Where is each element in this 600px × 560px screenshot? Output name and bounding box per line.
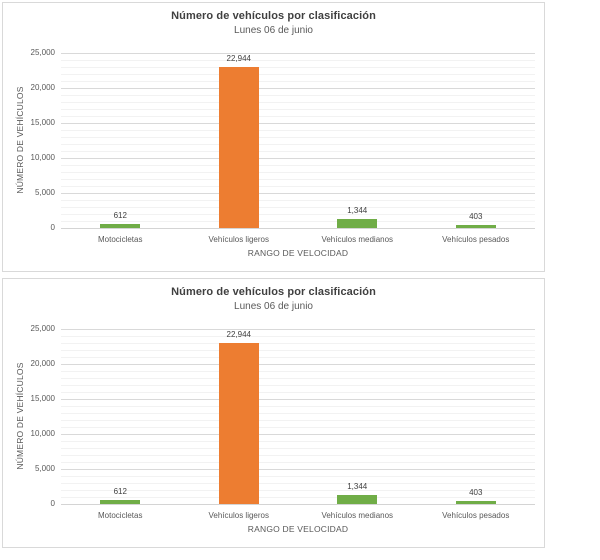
minor-gridline	[61, 60, 535, 61]
y-tick-label: 0	[50, 223, 55, 232]
minor-gridline	[61, 172, 535, 173]
minor-gridline	[61, 441, 535, 442]
minor-gridline	[61, 109, 535, 110]
minor-gridline	[61, 67, 535, 68]
vehicle-classification-chart-bottom	[2, 278, 545, 548]
major-gridline	[61, 364, 535, 365]
bar-veh-culos-medianos	[337, 495, 377, 504]
y-axis-title: NÚMERO DE VEHÍCULOS	[15, 362, 25, 470]
minor-gridline	[61, 427, 535, 428]
minor-gridline	[61, 420, 535, 421]
minor-gridline	[61, 385, 535, 386]
chart-title: Número de vehículos por clasificación	[171, 286, 376, 298]
x-axis-title: RANGO DE VELOCIDAD	[247, 524, 349, 534]
value-label: 1,344	[347, 205, 368, 215]
bar-veh-culos-pesados	[456, 225, 496, 228]
minor-gridline	[61, 350, 535, 351]
minor-gridline	[61, 462, 535, 463]
bar-veh-culos-pesados	[456, 501, 496, 504]
minor-gridline	[61, 137, 535, 138]
y-tick-label: 15,000	[30, 118, 55, 127]
minor-gridline	[61, 144, 535, 145]
minor-gridline	[61, 343, 535, 344]
minor-gridline	[61, 130, 535, 131]
y-tick-label: 20,000	[30, 83, 55, 92]
category-label: Vehículos medianos	[321, 511, 394, 520]
value-label: 1,344	[347, 481, 368, 491]
category-label: Vehículos medianos	[321, 235, 394, 244]
minor-gridline	[61, 95, 535, 96]
category-label: Vehículos pesados	[442, 235, 510, 244]
category-label: Vehículos ligeros	[208, 511, 269, 520]
y-tick-label: 25,000	[30, 324, 55, 333]
major-gridline	[61, 88, 535, 89]
value-label: 22,944	[226, 330, 251, 340]
minor-gridline	[61, 378, 535, 379]
value-label: 403	[469, 212, 483, 222]
chart-subtitle: Lunes 06 de junio	[234, 301, 313, 312]
minor-gridline	[61, 200, 535, 201]
minor-gridline	[61, 179, 535, 180]
x-axis-line	[61, 228, 535, 229]
minor-gridline	[61, 448, 535, 449]
vehicle-classification-chart-top	[2, 2, 545, 272]
minor-gridline	[61, 371, 535, 372]
minor-gridline	[61, 483, 535, 484]
x-axis-title: RANGO DE VELOCIDAD	[247, 248, 349, 258]
major-gridline	[61, 158, 535, 159]
minor-gridline	[61, 74, 535, 75]
minor-gridline	[61, 392, 535, 393]
y-tick-label: 20,000	[30, 359, 55, 368]
bar-motocicletas	[100, 224, 140, 228]
y-tick-label: 15,000	[30, 394, 55, 403]
minor-gridline	[61, 455, 535, 456]
value-label: 612	[113, 210, 127, 220]
minor-gridline	[61, 476, 535, 477]
y-tick-label: 0	[50, 499, 55, 508]
chart-subtitle: Lunes 06 de junio	[234, 25, 313, 36]
minor-gridline	[61, 406, 535, 407]
value-label: 22,944	[226, 54, 251, 64]
bar-veh-culos-ligeros	[219, 67, 259, 228]
minor-gridline	[61, 207, 535, 208]
y-tick-label: 5,000	[34, 188, 55, 197]
chart-title: Número de vehículos por clasificación	[171, 10, 376, 22]
minor-gridline	[61, 186, 535, 187]
major-gridline	[61, 123, 535, 124]
category-label: Vehículos pesados	[442, 511, 510, 520]
value-label: 612	[113, 486, 127, 496]
major-gridline	[61, 329, 535, 330]
major-gridline	[61, 434, 535, 435]
y-tick-label: 10,000	[30, 429, 55, 438]
major-gridline	[61, 193, 535, 194]
major-gridline	[61, 53, 535, 54]
x-axis-line	[61, 504, 535, 505]
minor-gridline	[61, 165, 535, 166]
minor-gridline	[61, 102, 535, 103]
category-label: Motocicletas	[98, 511, 143, 520]
minor-gridline	[61, 336, 535, 337]
category-label: Motocicletas	[98, 235, 143, 244]
minor-gridline	[61, 151, 535, 152]
bar-veh-culos-ligeros	[219, 343, 259, 504]
minor-gridline	[61, 81, 535, 82]
y-tick-label: 5,000	[34, 464, 55, 473]
minor-gridline	[61, 116, 535, 117]
major-gridline	[61, 469, 535, 470]
bar-motocicletas	[100, 500, 140, 504]
major-gridline	[61, 399, 535, 400]
minor-gridline	[61, 413, 535, 414]
y-tick-label: 10,000	[30, 153, 55, 162]
bar-veh-culos-medianos	[337, 219, 377, 228]
y-axis-title: NÚMERO DE VEHÍCULOS	[15, 86, 25, 194]
y-tick-label: 25,000	[30, 48, 55, 57]
minor-gridline	[61, 357, 535, 358]
category-label: Vehículos ligeros	[208, 235, 269, 244]
value-label: 403	[469, 488, 483, 498]
